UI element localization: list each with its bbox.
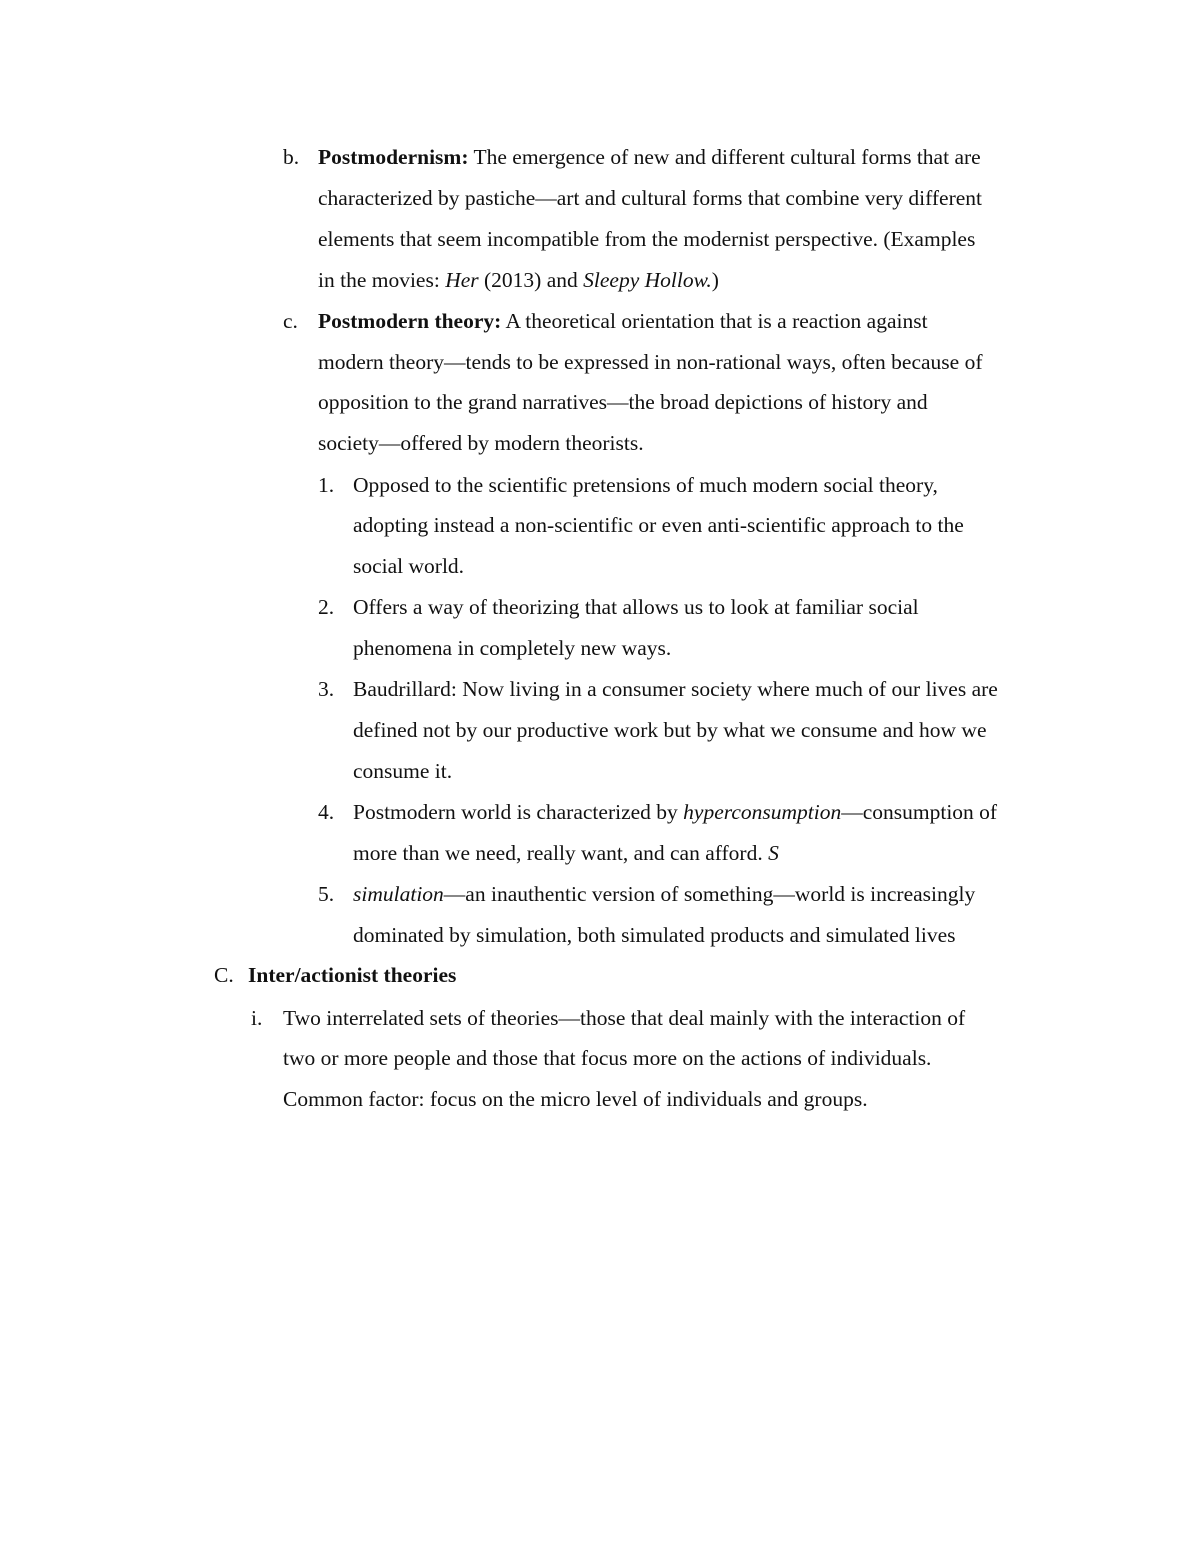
text: A theoretical orientation that is a reaction against [501,309,928,333]
text: (2013) and [478,268,584,292]
paragraph-line: Offers a way of theorizing that allows us to look at familiar social [353,595,919,619]
paragraph-line: dominated by simulation, both simulated products and simulated lives [353,923,956,947]
paragraph-line: elements that seem incompatible from the modernist perspective. (Examples [318,227,976,251]
paragraph-line: Baudrillard: Now living in a consumer society where much of our lives are [353,677,998,701]
text: ) [711,268,719,292]
paragraph-line: adopting instead a non-scientific or even anti-scientific approach to the [353,513,964,537]
list-marker: c. [283,309,298,333]
term: Postmodernism: [318,145,469,169]
paragraph-line: Common factor: focus on the micro level of individuals and groups. [283,1087,868,1111]
list-marker: i. [251,1006,263,1030]
heading-text: Inter/actionist theories [248,963,457,987]
term: simulation [353,882,444,906]
list-marker: 5. [318,882,335,906]
paragraph-line: society—offered by modern theorists. [318,431,644,455]
paragraph-line: phenomena in completely new ways. [353,636,672,660]
text: more than we need, really want, and can afford. [353,841,769,865]
paragraph-line [353,799,997,825]
list-marker: 2. [318,595,335,619]
paragraph-line: characterized by pastiche—art and cultural forms that combine very different [318,186,983,210]
text: The emergence of new and different cultural forms that are [468,145,981,169]
paragraph-line [353,881,975,907]
paragraph-line: Two interrelated sets of theories—those that deal mainly with the interaction of [283,1006,966,1030]
text: S [768,841,779,865]
movie-title: Her [445,268,479,292]
paragraph-line: opposition to the grand narratives—the broad depictions of history and [318,390,928,414]
text: in the movies: [318,268,446,292]
section-heading [248,962,456,988]
paragraph-line: two or more people and those that focus more on the actions of individuals. [283,1046,932,1070]
paragraph-line [318,267,719,293]
paragraph-line: consume it. [353,759,453,783]
paragraph-line [353,840,779,866]
paragraph-line: defined not by our productive work but by what we consume and how we [353,718,987,742]
term: Postmodern theory: [318,309,502,333]
text: Postmodern world is characterized by [353,800,684,824]
text: —consumption of [841,800,998,824]
list-marker: 3. [318,677,335,701]
paragraph-line: social world. [353,554,465,578]
section-marker: C. [214,963,234,987]
text: —an inauthentic version of something—world is increasingly [443,882,976,906]
list-marker: 1. [318,473,335,497]
paragraph-line: modern theory—tends to be expressed in non-rational ways, often because of [318,350,983,374]
list-marker: b. [283,145,300,169]
paragraph-line [318,144,981,170]
movie-title: Sleepy Hollow. [583,268,712,292]
paragraph-line [318,308,928,334]
term: hyperconsumption [683,800,842,824]
paragraph-line: Opposed to the scientific pretensions of much modern social theory, [353,473,938,497]
list-marker: 4. [318,800,335,824]
